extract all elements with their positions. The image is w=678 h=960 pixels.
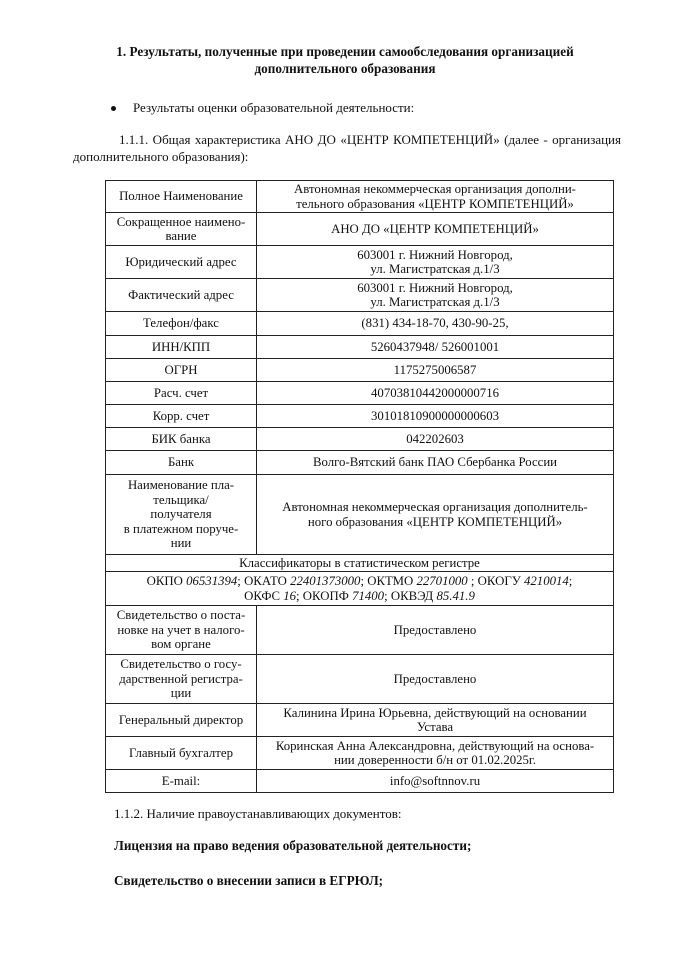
table-row [106,704,614,737]
row-value [257,181,614,213]
row-value: Предоставлено [257,606,614,655]
classifiers-title: Классификаторы в статистическом регистре [106,555,614,572]
bullet-icon [111,106,116,111]
label-line: нии [170,536,192,551]
row-label: БИК банка [106,428,257,451]
row-label: Корр. счет [106,405,257,428]
classifiers-line-2: ОКФС 16; ОКОПФ 71400; ОКВЭД 85.41.9 [244,588,475,603]
row-value: Волго-Вятский банк ПАО Сбербанка России [257,451,614,475]
value-line: Устава [416,720,454,734]
table-row [106,451,614,475]
table-row [106,737,614,770]
row-value [257,704,614,737]
value-line: тельного образования «ЦЕНТР КОМПЕТЕНЦИЙ» [296,196,574,211]
email-link[interactable]: info@softnnov.ru [257,770,614,793]
value-line: Калинина Ирина Юрьевна, действующий на основании [283,705,587,720]
row-value [257,279,614,312]
label-line: Сокращенное наимено- [116,214,246,229]
row-label: Банк [106,451,257,475]
table-row [106,405,614,428]
value-line: 603001 г. Нижний Новгород, [357,247,513,262]
table-row [106,213,614,246]
okfs-label: ОКФС [244,588,281,603]
value-line: ул. Магистратская д.1/3 [370,262,500,276]
row-label: Расч. счет [106,382,257,405]
label-line: ции [170,686,192,701]
row-value: (831) 434-18-70, 430-90-25, [257,312,614,336]
table-row [106,181,614,213]
value-line: Коринская Анна Александровна, действующий на основа- [275,738,595,753]
bullet-item [111,100,414,116]
label-line: в платежном поруче- [123,521,239,536]
license-line: Лицензия на право ведения образовательной деятельности; [114,838,472,853]
table-row [106,475,614,555]
row-label [106,213,257,246]
label-line: тельщика/ [153,492,209,507]
row-label: Телефон/факс [106,312,257,336]
heading-line-1: 1. Результаты, полученные при проведении самообследования организацией [116,44,574,59]
okpo-label: ОКПО [146,574,183,588]
label-line: вание [165,229,197,243]
value-line: ул. Магистратская д.1/3 [370,295,500,309]
row-label [106,655,257,704]
value-line: нии доверенности б/н от 01.02.2025г. [334,753,536,767]
docs-paragraph: 1.1.2. Наличие правоустанавливающих документов: [114,806,402,821]
row-value: 5260437948/ 526001001 [257,336,614,359]
value-line: 603001 г. Нижний Новгород, [357,280,513,295]
row-label: ИНН/КПП [106,336,257,359]
label-line: Наименование пла- [127,478,235,493]
table-row [106,246,614,279]
intro-paragraph: 1.1.1. Общая характеристика АНО ДО «ЦЕНТР КОМПЕТЕНЦИЙ» (далее - организация дополнительного образования): [73,132,621,164]
value-line: Автономная некоммерческая организация дополни- [294,182,576,196]
row-value: 30101810900000000603 [257,405,614,428]
oktmo-label: ОКТМО [367,574,414,588]
page-heading [80,43,610,77]
row-label [106,606,257,655]
classifiers-row [106,572,614,606]
row-label: Юридический адрес [106,246,257,279]
row-label: ОГРН [106,359,257,382]
value-line: ного образования «ЦЕНТР КОМПЕТЕНЦИЙ» [307,514,563,529]
table-row [106,279,614,312]
organization-info-table [105,180,614,793]
label-line: Свидетельство о поста- [116,608,246,623]
okfs-value: 16 [283,588,297,603]
row-label: E-mail: [106,770,257,793]
okato-value: 22401373000 [290,574,361,588]
bullet-text: Результаты оценки образовательной деятельности: [133,100,415,115]
row-label: Полное Наименование [106,181,257,213]
okopf-value: 71400 [352,588,385,603]
classifiers-line-1: ОКПО 06531394; ОКАТО 22401373000; ОКТМО 22701000 ; ОКОГУ 4210014; [146,574,573,588]
row-value: 40703810442000000716 [257,382,614,405]
row-value [257,737,614,770]
heading-line-2: дополнительного образования [254,61,436,76]
row-value: 1175275006587 [257,359,614,382]
row-label: Фактический адрес [106,279,257,312]
row-value [257,475,614,555]
label-line: дарственной регистра- [119,671,243,686]
okato-label: ОКАТО [244,574,287,588]
row-value: Предоставлено [257,655,614,704]
row-label [106,475,257,555]
label-line: вом органе [151,637,211,652]
okogu-value: 4210014 [524,574,569,588]
okopf-label: ОКОПФ [302,588,349,603]
table-row [106,312,614,336]
table-row [106,428,614,451]
table-row [106,770,614,793]
okved-value: 85.41.9 [436,588,475,603]
row-label: Генеральный директор [106,704,257,737]
row-value [257,246,614,279]
row-value: 042202603 [257,428,614,451]
table-row [106,382,614,405]
okved-label: ОКВЭД [390,588,434,603]
value-line: Автономная некоммерческая организация дополнитель- [282,500,588,514]
row-value: АНО ДО «ЦЕНТР КОМПЕТЕНЦИЙ» [257,213,614,246]
label-line: новке на учет в налого- [117,622,245,637]
okpo-value: 06531394 [186,574,238,588]
table-row [106,655,614,704]
label-line: Свидетельство о госу- [120,657,242,672]
egrul-line: Свидетельство о внесении записи в ЕГРЮЛ; [114,873,384,888]
label-line: получателя [150,507,212,522]
okogu-label: ОКОГУ [477,574,521,588]
table-row [106,336,614,359]
table-row [106,606,614,655]
classifiers-title-row [106,555,614,572]
table-row [106,359,614,382]
classifiers-codes [106,572,614,606]
oktmo-value: 22701000 [416,574,468,588]
row-label: Главный бухгалтер [106,737,257,770]
